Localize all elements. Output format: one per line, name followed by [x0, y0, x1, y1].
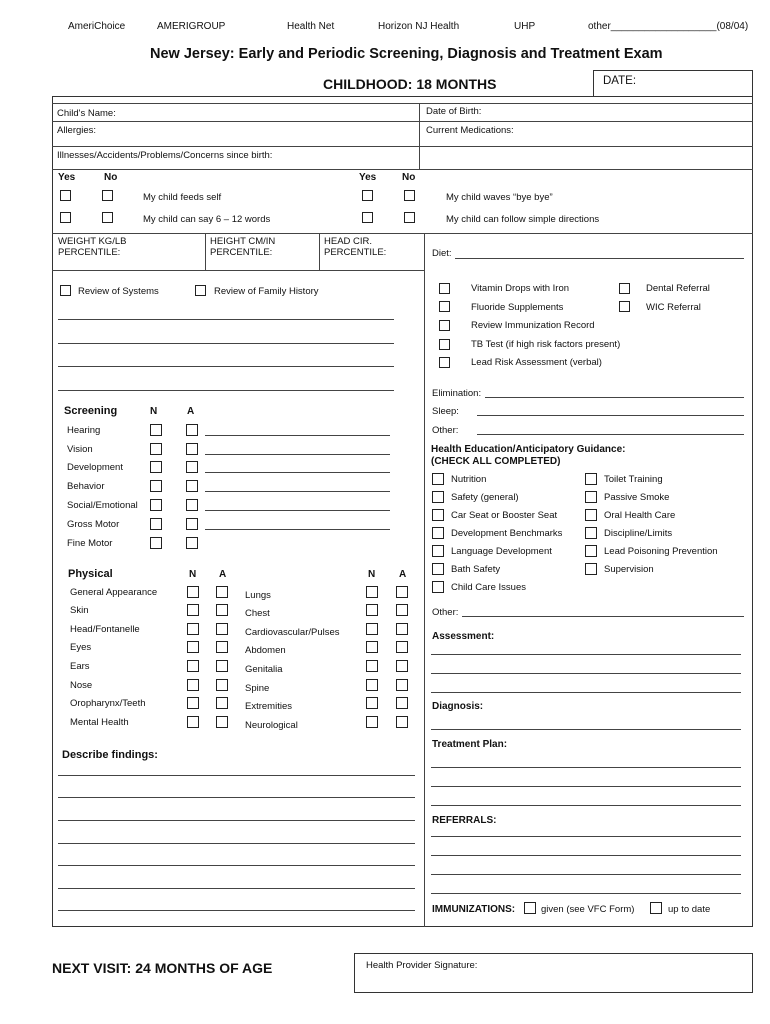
signature-label: Health Provider Signature: — [366, 960, 478, 971]
plan-amerigroup: AMERIGROUP — [157, 21, 226, 32]
milestone-label: My child can follow simple directions — [446, 214, 600, 225]
health-ed-item-label: Bath Safety — [451, 564, 501, 575]
checkbox[interactable] — [216, 586, 228, 598]
given-label: given (see VFC Form) — [541, 904, 635, 915]
dob-field[interactable]: Date of Birth: — [426, 106, 482, 117]
health-ed-item-label: Safety (general) — [451, 492, 519, 503]
checkbox[interactable] — [216, 697, 228, 709]
review-label: Review of Systems — [78, 286, 159, 297]
elimination-line[interactable] — [485, 397, 744, 398]
elimination-label: Elimination: — [432, 388, 482, 399]
lead-risk-label: Lead Risk Assessment (verbal) — [471, 357, 602, 368]
no-header: No — [104, 172, 118, 183]
percentile-label: PERCENTILE: — [324, 247, 387, 258]
health-ed-item-label: Language Development — [451, 546, 552, 557]
screening-item-label: Social/Emotional — [67, 500, 138, 511]
writing-line[interactable] — [205, 454, 390, 455]
checkbox[interactable] — [585, 509, 597, 521]
checkbox[interactable] — [216, 679, 228, 691]
checkbox[interactable] — [187, 623, 199, 635]
screening-item-label: Development — [67, 462, 123, 473]
checkbox[interactable] — [396, 623, 408, 635]
checkbox[interactable] — [585, 527, 597, 539]
writing-line[interactable] — [431, 654, 741, 655]
checkbox[interactable] — [216, 641, 228, 653]
checkbox[interactable] — [216, 660, 228, 672]
height-field[interactable] — [210, 236, 275, 258]
checkbox[interactable] — [186, 537, 198, 549]
health-ed-item-label: Child Care Issues — [451, 582, 526, 593]
diet-label: Diet: — [432, 248, 452, 259]
checkbox[interactable] — [366, 641, 378, 653]
screening-item-label: Vision — [67, 444, 93, 455]
writing-line[interactable] — [58, 390, 394, 391]
other-line[interactable] — [477, 434, 744, 435]
yes-header: Yes — [58, 172, 76, 183]
assessment-label: Assessment: — [432, 631, 495, 642]
allergies-field[interactable]: Allergies: — [57, 125, 97, 136]
checkbox[interactable] — [150, 499, 162, 511]
form-subtitle: CHILDHOOD: 18 MONTHS — [323, 76, 497, 92]
writing-line[interactable] — [58, 797, 415, 798]
sleep-line[interactable] — [477, 415, 744, 416]
checkbox[interactable] — [439, 283, 450, 294]
checkbox[interactable] — [187, 679, 199, 691]
checkbox[interactable] — [187, 697, 199, 709]
checkbox[interactable] — [102, 190, 113, 201]
health-ed-title-2: (CHECK ALL COMPLETED) — [431, 456, 561, 467]
checkbox[interactable] — [396, 679, 408, 691]
checkbox[interactable] — [187, 586, 199, 598]
physical-item-label: Neurological — [245, 720, 298, 731]
health-ed-item-label: Supervision — [604, 564, 654, 575]
weight-label: WEIGHT KG/LB — [58, 236, 127, 247]
writing-line[interactable] — [58, 343, 394, 344]
writing-line[interactable] — [431, 805, 741, 806]
normal-header: N — [368, 569, 376, 580]
physical-item-label: Mental Health — [70, 717, 129, 728]
divider — [319, 233, 320, 270]
checkbox[interactable] — [187, 660, 199, 672]
plan-other: other___________________(08/04) — [588, 21, 749, 32]
form-title: New Jersey: Early and Periodic Screening, Diagnosis and Treatment Exam — [150, 46, 663, 62]
physical-item-label: Lungs — [245, 590, 271, 601]
writing-line[interactable] — [58, 319, 394, 320]
checkbox[interactable] — [396, 641, 408, 653]
health-ed-item-label: Car Seat or Booster Seat — [451, 510, 558, 521]
height-label: HEIGHT CM/IN — [210, 236, 276, 247]
checkbox[interactable] — [186, 461, 198, 473]
checkbox[interactable] — [186, 480, 198, 492]
physical-item-label: Skin — [70, 605, 89, 616]
checkbox[interactable] — [366, 604, 378, 616]
checkbox[interactable] — [150, 443, 162, 455]
milestone-label: My child waves “bye bye” — [446, 192, 553, 203]
checkbox[interactable] — [439, 357, 450, 368]
divider — [52, 121, 753, 122]
checkbox[interactable] — [187, 641, 199, 653]
checkbox[interactable] — [102, 212, 113, 223]
checkbox[interactable] — [396, 697, 408, 709]
physical-item-label: Eyes — [70, 642, 92, 653]
health-ed-item-label: Oral Health Care — [604, 510, 676, 521]
milestone-label: My child feeds self — [143, 192, 222, 203]
checkbox[interactable] — [150, 424, 162, 436]
other-label: Other: — [432, 607, 459, 618]
writing-line[interactable] — [431, 836, 741, 837]
yes-header: Yes — [359, 172, 377, 183]
writing-line[interactable] — [205, 472, 390, 473]
abnormal-header: A — [219, 569, 227, 580]
physical-title: Physical — [68, 568, 113, 580]
checkbox[interactable] — [432, 509, 444, 521]
checkbox[interactable] — [524, 902, 536, 914]
checkbox[interactable] — [186, 518, 198, 530]
wic-referral-label: WIC Referral — [646, 302, 701, 313]
childs-name-field[interactable]: Child's Name: — [57, 108, 116, 119]
writing-line[interactable] — [58, 775, 415, 776]
screening-item-label: Behavior — [67, 481, 105, 492]
screening-item-label: Hearing — [67, 425, 101, 436]
writing-line[interactable] — [58, 820, 415, 821]
checkbox[interactable] — [150, 461, 162, 473]
immunizations-label: IMMUNIZATIONS: — [432, 904, 516, 915]
checkbox[interactable] — [366, 716, 378, 728]
checkbox[interactable] — [362, 212, 373, 223]
checkbox[interactable] — [404, 212, 415, 223]
writing-line[interactable] — [205, 491, 390, 492]
plan-uhp: UHP — [514, 21, 536, 32]
medications-field[interactable]: Current Medications: — [426, 125, 514, 136]
checkbox[interactable] — [432, 563, 444, 575]
checkbox[interactable] — [186, 424, 198, 436]
checkbox[interactable] — [216, 623, 228, 635]
normal-header: N — [150, 406, 158, 417]
writing-line[interactable] — [431, 786, 741, 787]
checkbox[interactable] — [432, 473, 444, 485]
abnormal-header: A — [399, 569, 407, 580]
health-ed-item-label: Development Benchmarks — [451, 528, 563, 539]
screening-item-label: Fine Motor — [67, 538, 113, 549]
other-label: Other: — [432, 425, 459, 436]
checkbox[interactable] — [585, 545, 597, 557]
physical-item-label: Chest — [245, 608, 270, 619]
divider — [52, 103, 753, 104]
treatment-plan-label: Treatment Plan: — [432, 739, 508, 750]
checkbox[interactable] — [650, 902, 662, 914]
health-ed-title-1: Health Education/Anticipatory Guidance: — [431, 444, 626, 455]
checkbox[interactable] — [362, 190, 373, 201]
diagnosis-label: Diagnosis: — [432, 701, 484, 712]
writing-line[interactable] — [58, 910, 415, 911]
physical-item-label: Nose — [70, 680, 93, 691]
referrals-label: REFERRALS: — [432, 815, 497, 826]
health-ed-item-label: Lead Poisoning Prevention — [604, 546, 718, 557]
divider — [52, 146, 753, 147]
review-label: Review of Family History — [214, 286, 319, 297]
divider — [424, 233, 425, 927]
plan-americhoice: AmeriChoice — [68, 21, 126, 32]
physical-item-label: Oropharynx/Teeth — [70, 698, 146, 709]
health-ed-item-label: Passive Smoke — [604, 492, 670, 503]
checkbox[interactable] — [366, 679, 378, 691]
other-line[interactable] — [462, 616, 744, 617]
divider — [419, 103, 420, 169]
checkbox[interactable] — [396, 586, 408, 598]
checkbox[interactable] — [186, 443, 198, 455]
describe-findings-label: Describe findings: — [62, 749, 158, 761]
health-ed-item-label: Toilet Training — [604, 474, 663, 485]
checkbox[interactable] — [216, 604, 228, 616]
head-circ-field[interactable] — [324, 236, 386, 258]
weight-field[interactable] — [58, 236, 126, 258]
checkbox[interactable] — [439, 320, 450, 331]
writing-line[interactable] — [431, 692, 741, 693]
checkbox[interactable] — [432, 491, 444, 503]
up-to-date-label: up to date — [668, 904, 711, 915]
checkbox[interactable] — [60, 212, 71, 223]
checkbox[interactable] — [366, 660, 378, 672]
checkbox[interactable] — [150, 537, 162, 549]
checkbox[interactable] — [366, 697, 378, 709]
tb-test-label: TB Test (if high risk factors present) — [471, 339, 621, 350]
checkbox[interactable] — [396, 716, 408, 728]
checkbox[interactable] — [585, 563, 597, 575]
screening-item-label: Gross Motor — [67, 519, 120, 530]
immunization-review-label: Review Immunization Record — [471, 320, 595, 331]
physical-item-label: General Appearance — [70, 587, 158, 598]
physical-item-label: Genitalia — [245, 664, 283, 675]
checkbox[interactable] — [396, 604, 408, 616]
checkbox[interactable] — [60, 285, 71, 296]
diet-line[interactable] — [455, 258, 744, 259]
checkbox[interactable] — [366, 586, 378, 598]
sleep-label: Sleep: — [432, 406, 459, 417]
checkbox[interactable] — [619, 283, 630, 294]
physical-item-label: Extremities — [245, 701, 292, 712]
physical-item-label: Head/Fontanelle — [70, 624, 140, 635]
checkbox[interactable] — [585, 473, 597, 485]
writing-line[interactable] — [205, 529, 390, 530]
plan-healthnet: Health Net — [287, 21, 335, 32]
writing-line[interactable] — [205, 510, 390, 511]
checkbox[interactable] — [216, 716, 228, 728]
writing-line[interactable] — [205, 435, 390, 436]
divider — [52, 169, 753, 170]
checkbox[interactable] — [187, 716, 199, 728]
health-ed-item-label: Nutrition — [451, 474, 487, 485]
physical-item-label: Abdomen — [245, 645, 286, 656]
percentile-label: PERCENTILE: — [58, 247, 121, 258]
divider — [52, 270, 424, 271]
checkbox[interactable] — [195, 285, 206, 296]
writing-line[interactable] — [431, 767, 741, 768]
dental-referral-label: Dental Referral — [646, 283, 710, 294]
writing-line[interactable] — [431, 893, 741, 894]
signature-box[interactable] — [354, 953, 753, 993]
abnormal-header: A — [187, 406, 195, 417]
writing-line[interactable] — [431, 673, 741, 674]
no-header: No — [402, 172, 416, 183]
checkbox[interactable] — [619, 301, 630, 312]
health-ed-title — [431, 444, 625, 468]
writing-line[interactable] — [58, 888, 415, 889]
checkbox[interactable] — [439, 339, 450, 350]
normal-header: N — [189, 569, 197, 580]
checkbox[interactable] — [60, 190, 71, 201]
milestone-label: My child can say 6 – 12 words — [143, 214, 271, 225]
plan-horizon: Horizon NJ Health — [378, 21, 460, 32]
physical-item-label: Ears — [70, 661, 90, 672]
fluoride-label: Fluoride Supplements — [471, 302, 564, 313]
physical-item-label: Spine — [245, 683, 270, 694]
checkbox[interactable] — [439, 301, 450, 312]
checkbox[interactable] — [187, 604, 199, 616]
date-label: DATE: — [603, 75, 637, 87]
screening-title: Screening — [64, 405, 118, 417]
writing-line[interactable] — [431, 729, 741, 730]
checkbox[interactable] — [186, 499, 198, 511]
next-visit: NEXT VISIT: 24 MONTHS OF AGE — [52, 960, 273, 976]
checkbox[interactable] — [150, 480, 162, 492]
checkbox[interactable] — [366, 623, 378, 635]
checkbox[interactable] — [396, 660, 408, 672]
divider — [52, 233, 753, 234]
vitamin-label: Vitamin Drops with Iron — [471, 283, 570, 294]
divider — [205, 233, 206, 270]
writing-line[interactable] — [431, 874, 741, 875]
percentile-label: PERCENTILE: — [210, 247, 273, 258]
illnesses-field[interactable]: Illnesses/Accidents/Problems/Concerns since birth: — [57, 150, 273, 161]
writing-line[interactable] — [58, 865, 415, 866]
head-circ-label: HEAD CIR. — [324, 236, 373, 247]
checkbox[interactable] — [150, 518, 162, 530]
writing-line[interactable] — [431, 855, 741, 856]
checkbox[interactable] — [585, 491, 597, 503]
health-ed-item-label: Discipline/Limits — [604, 528, 673, 539]
checkbox[interactable] — [432, 545, 444, 557]
writing-line[interactable] — [58, 843, 415, 844]
physical-item-label: Cardiovascular/Pulses — [245, 627, 340, 638]
checkbox[interactable] — [404, 190, 415, 201]
checkbox[interactable] — [432, 581, 444, 593]
writing-line[interactable] — [58, 366, 394, 367]
checkbox[interactable] — [432, 527, 444, 539]
